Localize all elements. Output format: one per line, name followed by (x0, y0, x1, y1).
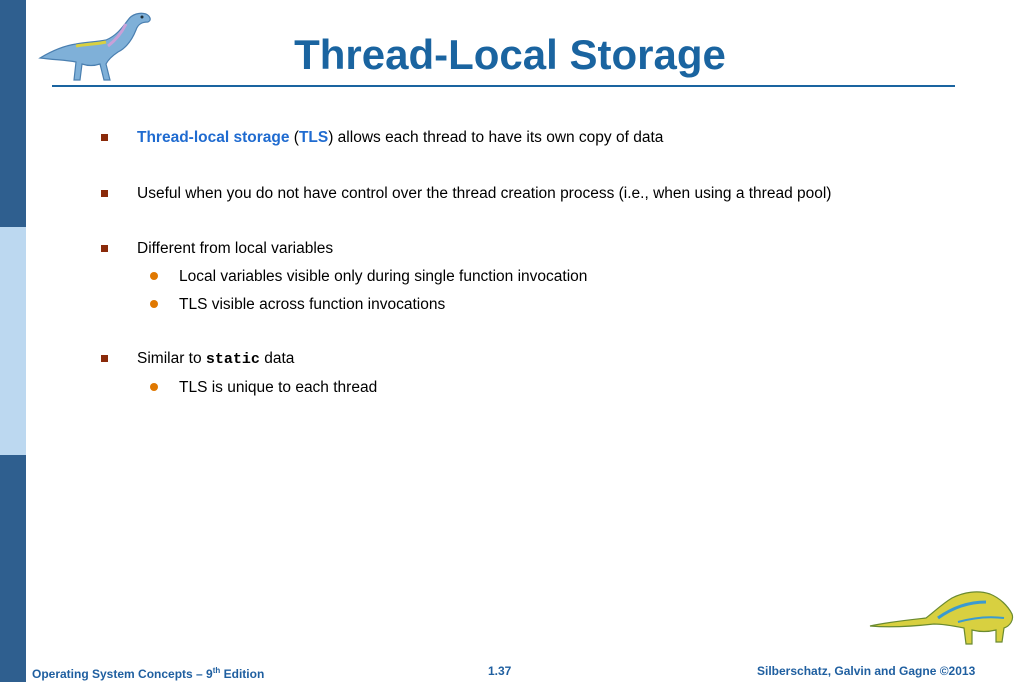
side-bar-top (0, 0, 26, 227)
term-thread-local-storage: Thread-local storage (137, 129, 290, 146)
sub-bullet-item: TLS is unique to each thread (179, 379, 378, 396)
bullet-item (137, 349, 294, 370)
sub-bullet-item: Local variables visible only during single function invocation (179, 268, 588, 285)
bullet-item (137, 128, 663, 148)
round-bullet-icon (150, 272, 158, 280)
footer-text: Operating System Concepts – 9 (32, 667, 213, 681)
bullet-item: Useful when you do not have control over the thread creation process (i.e., when using a thread pool) (137, 185, 832, 202)
sub-bullet-item: TLS visible across function invocations (179, 296, 446, 313)
square-bullet-icon (101, 355, 108, 362)
dinosaur-logo-icon (36, 6, 156, 86)
bullet-text: data (259, 350, 295, 367)
title-divider (52, 85, 955, 87)
side-bar-middle (0, 227, 26, 455)
code-static: static (205, 351, 260, 368)
square-bullet-icon (101, 190, 108, 197)
bullet-text: Similar to (137, 350, 206, 367)
bullet-item: Different from local variables (137, 240, 334, 257)
side-bar-bottom (0, 455, 26, 682)
side-bar (0, 0, 26, 682)
footer-superscript: th (212, 666, 221, 675)
square-bullet-icon (101, 245, 108, 252)
round-bullet-icon (150, 383, 158, 391)
slide-title: Thread-Local Storage (294, 31, 726, 78)
footer-page-number: 1.37 (488, 664, 512, 678)
bullet-text: ( (289, 129, 299, 146)
dinosaur-logo-icon (868, 582, 1018, 652)
square-bullet-icon (101, 134, 108, 141)
footer-text: Edition (220, 667, 265, 681)
footer-authors: Silberschatz, Galvin and Gagne ©2013 (757, 664, 976, 678)
footer-book-title (32, 663, 264, 682)
term-tls: TLS (298, 129, 329, 146)
round-bullet-icon (150, 300, 158, 308)
bullet-text: ) allows each thread to have its own copy of data (328, 129, 664, 146)
